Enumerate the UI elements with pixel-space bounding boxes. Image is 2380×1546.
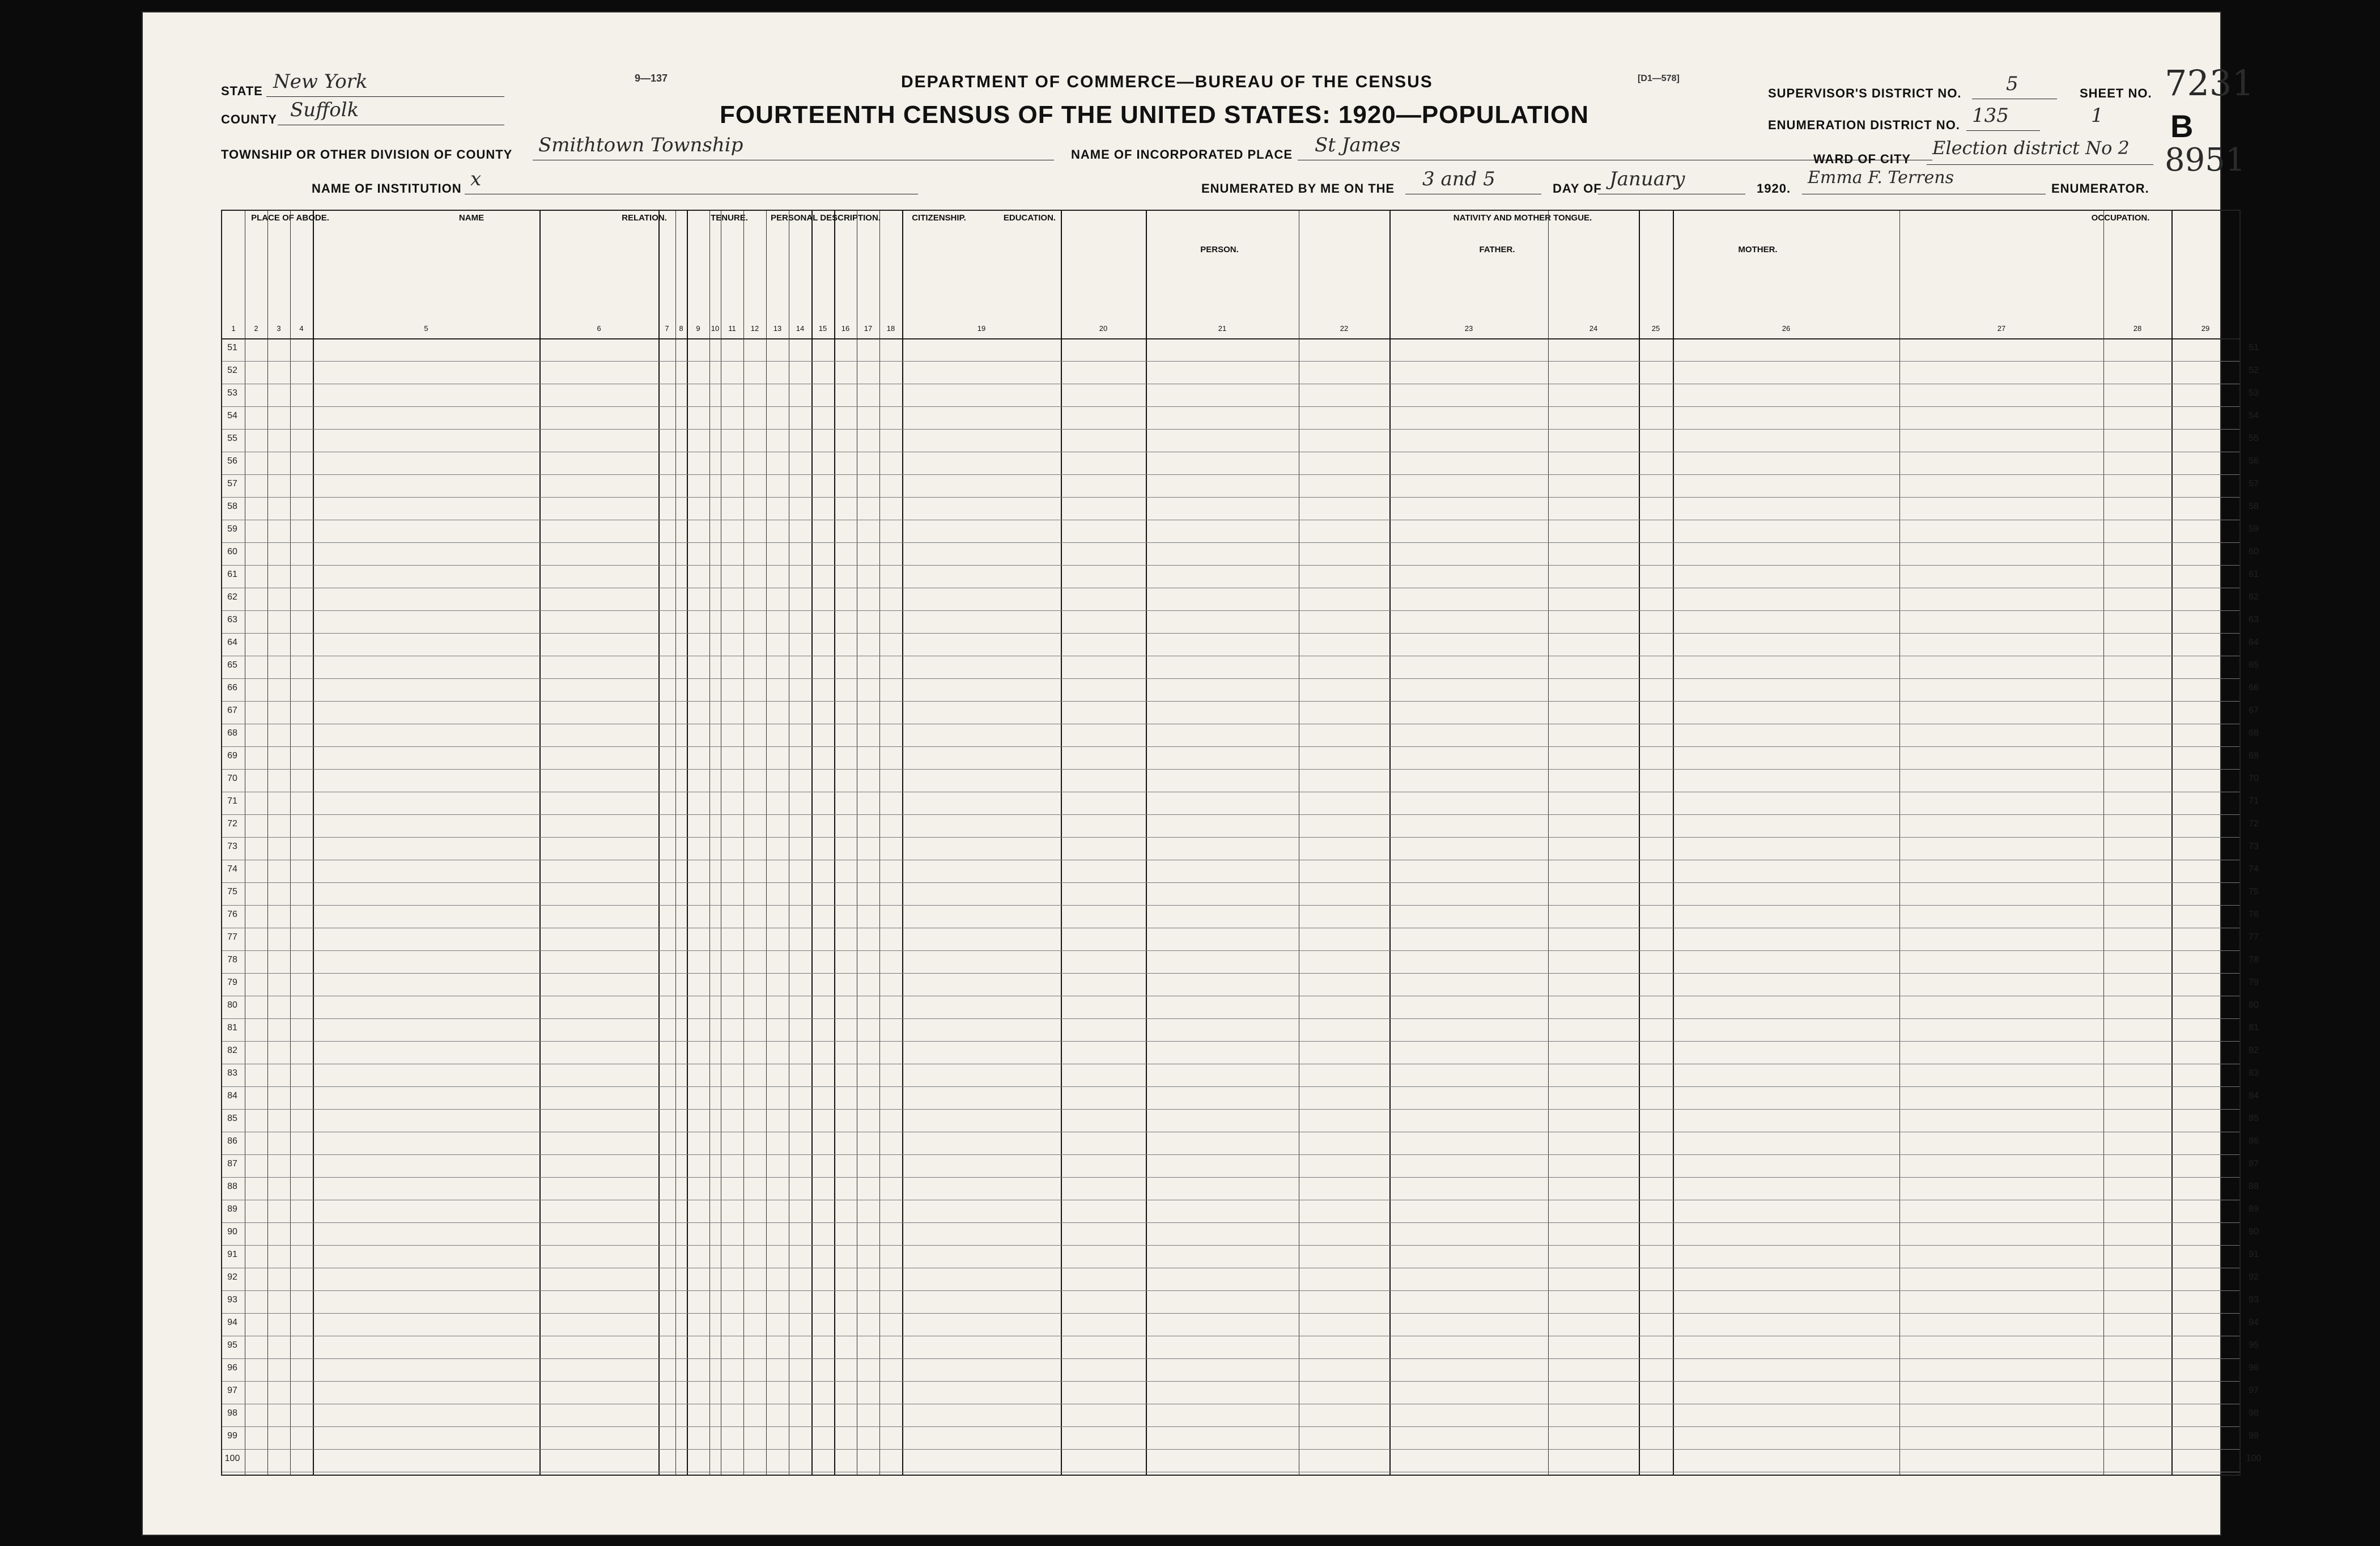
table-row <box>222 1313 2259 1336</box>
table-row <box>222 497 2259 520</box>
line-number-right: 76 <box>2249 910 2259 919</box>
tenure-group: TENURE. <box>711 213 748 223</box>
column-number: 12 <box>750 324 759 333</box>
line-number: 79 <box>227 978 237 987</box>
table-row <box>222 860 2259 883</box>
column-number: 18 <box>886 324 895 333</box>
table-row <box>222 973 2259 996</box>
table-row <box>222 792 2259 815</box>
column-number: 8 <box>679 324 683 333</box>
township-label: TOWNSHIP OR OTHER DIVISION OF COUNTY <box>221 147 513 162</box>
table-row <box>222 1222 2259 1246</box>
line-number-right: 99 <box>2249 1431 2259 1441</box>
county-value: Suffolk <box>290 99 359 121</box>
census-table <box>221 210 2262 1476</box>
column-number: 28 <box>2133 324 2142 333</box>
line-number-right: 84 <box>2249 1091 2259 1101</box>
table-row <box>222 1086 2259 1110</box>
table-row <box>222 1404 2259 1427</box>
column-number: 20 <box>1099 324 1108 333</box>
census-title: FOURTEENTH CENSUS OF THE UNITED STATES: 1920—POPULATION <box>720 101 1590 129</box>
column-number: 3 <box>277 324 281 333</box>
ward-value: Election district No 2 <box>1932 137 2130 159</box>
table-row <box>222 1177 2259 1200</box>
line-number: 57 <box>227 479 237 489</box>
line-number: 91 <box>227 1250 237 1259</box>
line-number: 63 <box>227 615 237 625</box>
citizenship-group: CITIZENSHIP. <box>912 213 966 223</box>
table-row <box>222 633 2259 656</box>
state-value: New York <box>273 70 368 93</box>
table-row <box>222 1018 2259 1042</box>
table-row <box>222 1154 2259 1178</box>
line-number-right: 66 <box>2249 683 2259 693</box>
table-row <box>222 588 2259 611</box>
institution-value: x <box>470 168 482 190</box>
line-number: 58 <box>227 502 237 511</box>
table-row <box>222 610 2259 634</box>
form-code: [D1—578] <box>1638 74 1680 83</box>
table-row <box>222 837 2259 860</box>
name-group: NAME <box>458 213 484 223</box>
table-row <box>222 769 2259 792</box>
line-number: 98 <box>227 1408 237 1418</box>
table-row <box>222 1041 2259 1064</box>
table-row <box>222 384 2259 407</box>
line-number: 52 <box>227 366 237 375</box>
place-value: St James <box>1315 134 1401 156</box>
township-value: Smithtown Township <box>538 134 743 156</box>
line-number: 65 <box>227 660 237 670</box>
column-number: 19 <box>977 324 986 333</box>
line-number: 89 <box>227 1204 237 1214</box>
table-row <box>222 1132 2259 1155</box>
line-number-right: 96 <box>2249 1363 2259 1373</box>
line-number-right: 98 <box>2249 1408 2259 1418</box>
ledger-rows <box>222 338 2262 1475</box>
line-number: 72 <box>227 819 237 829</box>
census-sheet <box>142 11 2262 1536</box>
column-number: 6 <box>597 324 601 333</box>
line-number: 54 <box>227 411 237 421</box>
table-row <box>222 1290 2259 1314</box>
table-row <box>222 1358 2259 1382</box>
line-number: 69 <box>227 751 237 761</box>
line-number-right: 80 <box>2249 1000 2259 1010</box>
table-row <box>222 474 2259 498</box>
nativity-group: NATIVITY AND MOTHER TONGUE. <box>1453 213 1592 223</box>
month-value: January <box>1609 168 1685 190</box>
line-number: 59 <box>227 524 237 534</box>
line-number: 70 <box>227 774 237 783</box>
line-number-right: 67 <box>2249 706 2259 715</box>
column-number: 21 <box>1218 324 1227 333</box>
line-number: 86 <box>227 1136 237 1146</box>
person-subgroup: PERSON. <box>1200 245 1239 254</box>
table-row <box>222 1426 2259 1450</box>
sheet-header <box>142 11 2254 207</box>
line-number: 99 <box>227 1431 237 1441</box>
column-number: 14 <box>796 324 805 333</box>
table-row <box>222 1109 2259 1132</box>
line-number: 56 <box>227 456 237 466</box>
column-number: 9 <box>696 324 700 333</box>
line-number-right: 88 <box>2249 1182 2259 1191</box>
column-number: 27 <box>1997 324 2006 333</box>
table-row <box>222 928 2259 951</box>
table-row <box>222 905 2259 928</box>
line-number-right: 62 <box>2249 592 2259 602</box>
enumerated-day: 3 and 5 <box>1422 168 1495 190</box>
column-number: 10 <box>711 324 720 333</box>
line-number: 60 <box>227 547 237 557</box>
column-number: 7 <box>665 324 669 333</box>
line-number-right: 97 <box>2249 1386 2259 1395</box>
enumerated-label: ENUMERATED BY ME ON THE <box>1201 181 1395 196</box>
form-number: 9—137 <box>635 73 668 84</box>
line-number: 90 <box>227 1227 237 1237</box>
line-number-right: 58 <box>2249 502 2259 511</box>
table-row <box>222 542 2259 566</box>
line-number: 84 <box>227 1091 237 1101</box>
abode-group: PLACE OF ABODE. <box>251 213 329 223</box>
line-number: 85 <box>227 1114 237 1123</box>
line-number: 94 <box>227 1318 237 1327</box>
line-number-right: 86 <box>2249 1136 2259 1146</box>
table-row <box>222 678 2259 702</box>
table-row <box>222 950 2259 974</box>
table-row <box>222 1064 2259 1087</box>
line-number-right: 65 <box>2249 660 2259 670</box>
line-number-right: 92 <box>2249 1272 2259 1282</box>
line-number-right: 74 <box>2249 864 2259 874</box>
column-number: 1 <box>231 324 236 333</box>
table-row <box>222 1245 2259 1268</box>
line-number-right: 70 <box>2249 774 2259 783</box>
day-of-label: DAY OF <box>1553 181 1602 196</box>
line-number: 76 <box>227 910 237 919</box>
department-title: DEPARTMENT OF COMMERCE—BUREAU OF THE CENSUS <box>901 73 1433 91</box>
line-number-right: 56 <box>2249 456 2259 466</box>
table-row <box>222 701 2259 724</box>
line-number-right: 90 <box>2249 1227 2259 1237</box>
line-number-right: 71 <box>2249 796 2259 806</box>
table-row <box>222 452 2259 475</box>
line-number: 80 <box>227 1000 237 1010</box>
sheet-letter: B <box>2170 108 2194 144</box>
line-number: 67 <box>227 706 237 715</box>
line-number: 88 <box>227 1182 237 1191</box>
line-number: 77 <box>227 932 237 942</box>
line-number-right: 95 <box>2249 1340 2259 1350</box>
table-row <box>222 746 2259 770</box>
line-number: 71 <box>227 796 237 806</box>
line-number: 78 <box>227 955 237 965</box>
supervisor-value: 5 <box>2006 73 2018 95</box>
line-number-right: 91 <box>2249 1250 2259 1259</box>
table-row <box>222 814 2259 838</box>
enum-district-value: 135 <box>1972 104 2009 127</box>
column-number: 11 <box>728 324 736 333</box>
line-number: 97 <box>227 1386 237 1395</box>
line-number-right: 75 <box>2249 887 2259 897</box>
line-number-right: 57 <box>2249 479 2259 489</box>
column-number: 2 <box>254 324 258 333</box>
line-number: 74 <box>227 864 237 874</box>
line-number-right: 69 <box>2249 751 2259 761</box>
line-number: 100 <box>224 1454 240 1463</box>
line-number-right: 100 <box>2246 1454 2262 1463</box>
line-number-right: 93 <box>2249 1295 2259 1305</box>
column-number: 17 <box>864 324 873 333</box>
corner-mark-1: 7231 <box>2165 62 2254 104</box>
line-number-right: 94 <box>2249 1318 2259 1327</box>
line-number: 61 <box>227 570 237 579</box>
line-number: 92 <box>227 1272 237 1282</box>
ward-label: WARD OF CITY <box>1813 152 1911 166</box>
table-row <box>222 1200 2259 1223</box>
column-number: 22 <box>1340 324 1349 333</box>
father-subgroup: FATHER. <box>1479 245 1515 254</box>
table-row <box>222 882 2259 906</box>
line-number-right: 60 <box>2249 547 2259 557</box>
table-row <box>222 1268 2259 1291</box>
line-number: 81 <box>227 1023 237 1033</box>
line-number-right: 87 <box>2249 1159 2259 1169</box>
institution-label: NAME OF INSTITUTION <box>312 181 462 196</box>
year-label: 1920. <box>1757 181 1791 196</box>
table-row <box>222 565 2259 588</box>
line-number-right: 55 <box>2249 434 2259 443</box>
line-number: 53 <box>227 388 237 398</box>
place-label: NAME OF INCORPORATED PLACE <box>1071 147 1293 162</box>
line-number: 64 <box>227 638 237 647</box>
corner-mark-2: 8951 <box>2165 142 2246 179</box>
line-number: 83 <box>227 1068 237 1078</box>
line-number: 75 <box>227 887 237 897</box>
line-number-right: 83 <box>2249 1068 2259 1078</box>
line-number-right: 81 <box>2249 1023 2259 1033</box>
line-number-right: 77 <box>2249 932 2259 942</box>
line-number-right: 51 <box>2249 343 2259 352</box>
table-row <box>222 406 2259 430</box>
line-number-right: 68 <box>2249 728 2259 738</box>
line-number-right: 78 <box>2249 955 2259 965</box>
enumerator-value: Emma F. Terrens <box>1808 168 1954 188</box>
line-number: 55 <box>227 434 237 443</box>
column-number: 16 <box>841 324 850 333</box>
line-number-right: 61 <box>2249 570 2259 579</box>
table-row <box>222 429 2259 452</box>
column-number: 29 <box>2201 324 2210 333</box>
line-number: 82 <box>227 1046 237 1055</box>
state-label: STATE <box>221 84 263 98</box>
line-number-right: 52 <box>2249 366 2259 375</box>
line-number-right: 79 <box>2249 978 2259 987</box>
line-number: 93 <box>227 1295 237 1305</box>
line-number: 96 <box>227 1363 237 1373</box>
column-number: 4 <box>299 324 304 333</box>
line-number-right: 82 <box>2249 1046 2259 1055</box>
relation-group: RELATION. <box>622 213 667 223</box>
table-row <box>222 656 2259 679</box>
table-row <box>222 361 2259 384</box>
line-number: 62 <box>227 592 237 602</box>
column-number: 26 <box>1782 324 1791 333</box>
table-row <box>222 996 2259 1019</box>
line-number: 87 <box>227 1159 237 1169</box>
supervisor-label: SUPERVISOR'S DISTRICT NO. <box>1768 86 1962 100</box>
personal-group: PERSONAL DESCRIPTION. <box>771 213 881 223</box>
education-group: EDUCATION. <box>1003 213 1056 223</box>
line-number-right: 85 <box>2249 1114 2259 1123</box>
line-number-right: 54 <box>2249 411 2259 421</box>
line-number-right: 59 <box>2249 524 2259 534</box>
county-label: COUNTY <box>221 112 277 126</box>
line-number: 66 <box>227 683 237 693</box>
line-number-right: 64 <box>2249 638 2259 647</box>
column-number: 24 <box>1589 324 1598 333</box>
line-number-right: 89 <box>2249 1204 2259 1214</box>
column-number: 13 <box>773 324 782 333</box>
occupation-group: OCCUPATION. <box>2091 213 2150 223</box>
column-number: 5 <box>424 324 428 333</box>
table-row <box>222 520 2259 543</box>
column-headers <box>222 211 2239 339</box>
line-number-right: 73 <box>2249 842 2259 851</box>
line-number: 68 <box>227 728 237 738</box>
table-row <box>222 338 2259 362</box>
mother-subgroup: MOTHER. <box>1738 245 1778 254</box>
table-row <box>222 1336 2259 1359</box>
line-number-right: 53 <box>2249 388 2259 398</box>
column-number: 23 <box>1464 324 1473 333</box>
column-number: 15 <box>818 324 827 333</box>
table-row <box>222 1381 2259 1404</box>
table-row <box>222 724 2259 747</box>
enumerator-label: ENUMERATOR. <box>2051 181 2149 196</box>
line-number: 95 <box>227 1340 237 1350</box>
line-number: 73 <box>227 842 237 851</box>
column-number: 25 <box>1651 324 1660 333</box>
sheet-label: SHEET NO. <box>2080 86 2152 100</box>
sheet-value: 1 <box>2091 104 2103 127</box>
enum-district-label: ENUMERATION DISTRICT NO. <box>1768 118 1960 132</box>
line-number: 51 <box>227 343 237 352</box>
line-number-right: 72 <box>2249 819 2259 829</box>
line-number-right: 63 <box>2249 615 2259 625</box>
table-row <box>222 1449 2262 1472</box>
